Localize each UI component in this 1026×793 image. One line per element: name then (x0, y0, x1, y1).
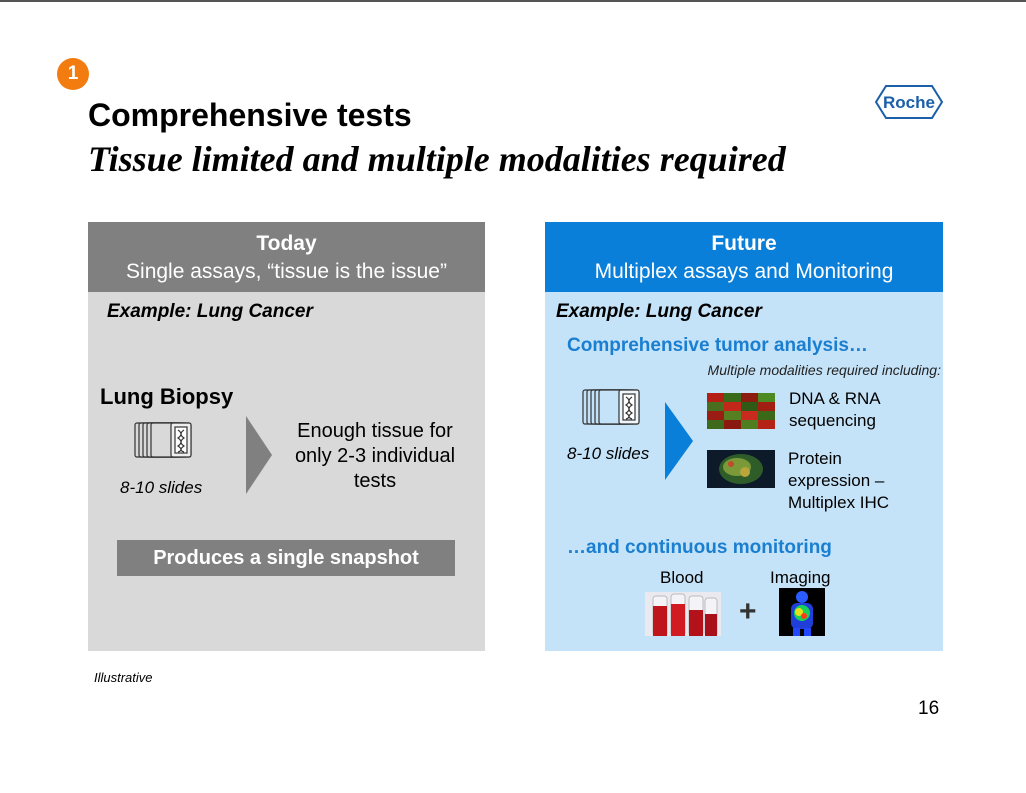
page-subtitle: Tissue limited and multiple modalities required (88, 139, 786, 179)
section-badge: 1 (57, 58, 89, 90)
today-result-text: Enough tissue for only 2-3 individual tests (294, 420, 456, 492)
illustrative-note: Illustrative (94, 670, 153, 685)
monitoring-title: …and continuous monitoring (567, 537, 832, 558)
today-header (88, 222, 485, 292)
future-example: Example: Lung Cancer (556, 301, 762, 322)
chevron-right-icon (246, 416, 272, 494)
slides-stack-icon (581, 388, 643, 426)
future-subheading: Multiplex assays and Monitoring (594, 260, 894, 283)
ihc-stain-image (707, 450, 775, 488)
roche-logo-text: Roche (883, 93, 935, 112)
plus-sign: + (739, 595, 757, 628)
imaging-label: Imaging (770, 568, 831, 587)
future-slides-label: 8-10 slides (567, 444, 650, 463)
tumor-analysis-title: Comprehensive tumor analysis… (567, 335, 868, 356)
lung-biopsy-label: Lung Biopsy (100, 384, 234, 409)
protein-label: Protein expression – Multiplex IHC (788, 449, 890, 512)
roche-logo (874, 84, 944, 120)
today-subheading: Single assays, “tissue is the issue” (126, 260, 447, 283)
blood-tubes-image (645, 592, 721, 636)
body-scan-image (779, 588, 825, 636)
today-panel (88, 222, 485, 651)
slides-stack-icon (133, 421, 195, 459)
top-rule (0, 0, 1026, 2)
page-title: Comprehensive tests (88, 97, 412, 133)
dna-heatmap-image (707, 393, 775, 429)
future-heading: Future (711, 232, 777, 255)
single-snapshot-box: Produces a single snapshot (117, 540, 455, 576)
blood-label: Blood (660, 568, 704, 587)
today-slides-label: 8-10 slides (120, 478, 203, 497)
dna-rna-label: DNA & RNA sequencing (789, 389, 880, 430)
modalities-note: Multiple modalities required including: (707, 362, 941, 378)
today-example: Example: Lung Cancer (107, 301, 313, 322)
future-header (545, 222, 943, 292)
today-heading: Today (256, 232, 317, 255)
chevron-right-icon (665, 402, 693, 480)
future-panel (545, 222, 943, 651)
page-number: 16 (918, 698, 940, 719)
